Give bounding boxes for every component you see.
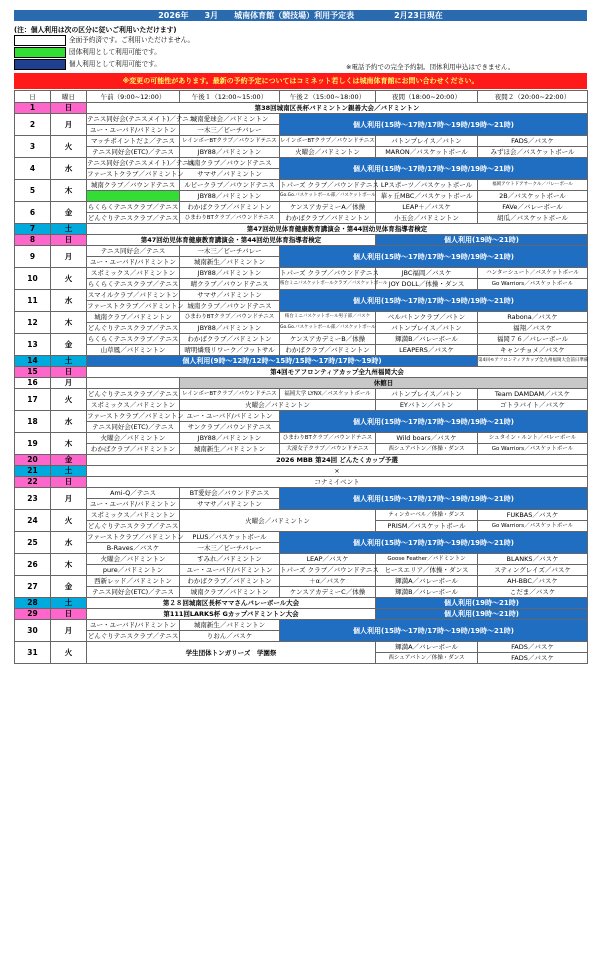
schedule-cell: ファーストクラブ／バドミントン xyxy=(87,533,184,541)
schedule-cell: FADS／バスケ xyxy=(478,136,588,147)
schedule-cell: 火曜会／バドミントン xyxy=(280,147,376,158)
schedule-cell: 金 xyxy=(51,202,87,224)
schedule-cell: 城南クラブ／バドミントン xyxy=(87,312,180,323)
schedule-cell: サンクラブ／バウンドテニス xyxy=(180,422,280,433)
schedule-cell: トパーズ クラブ／バウンドテニス xyxy=(280,566,379,574)
schedule-cell: LEAP／バスケ xyxy=(280,554,376,565)
schedule-cell: ユー・ユーバド/バドミントン xyxy=(87,125,180,136)
schedule-cell: 日 xyxy=(51,609,87,620)
table-row xyxy=(15,147,588,158)
table-row xyxy=(15,554,588,565)
schedule-cell: ベルバトンクラブ／バトン xyxy=(376,312,478,323)
schedule-cell: JBY88／バドミントン xyxy=(180,433,280,444)
schedule-cell: 晴明燐飛リワーク／フットサル xyxy=(180,345,280,356)
schedule-cell: みずほ会／バスケットボール xyxy=(478,147,588,158)
table-row xyxy=(15,488,588,499)
schedule-cell: 14 xyxy=(15,356,51,367)
schedule-cell: 個人利用(15時〜17時/17時〜19時/19時〜21時) xyxy=(280,620,588,642)
table-row xyxy=(15,510,588,521)
table-row xyxy=(15,565,588,576)
schedule-cell: 20 xyxy=(15,455,51,466)
schedule-cell: 火曜会／バドミントン xyxy=(180,510,376,532)
schedule-cell: ＋α／バスケ xyxy=(280,576,376,587)
schedule-cell: 月 xyxy=(51,114,87,136)
schedule-cell: 休館日 xyxy=(180,378,588,389)
schedule-cell: Go Warriors／バスケットボール xyxy=(478,444,588,455)
schedule-cell: 個人利用(19時〜21時) xyxy=(376,609,588,620)
schedule-cell: 火 xyxy=(51,389,87,411)
schedule-cell: 西新レッド／バドミントン xyxy=(87,576,180,587)
schedule-cell: 17 xyxy=(15,389,51,411)
schedule-cell: マッチポイントだよ／テニス xyxy=(87,136,180,147)
schedule-cell: 西シュアバトン／体操・ダンス xyxy=(376,653,478,664)
schedule-cell: 城南新生／バドミントン xyxy=(180,620,280,631)
schedule-cell: わかばクラブ／バドミントン xyxy=(280,345,376,356)
schedule-cell: どんぐりテニスクラブ／テニス xyxy=(87,632,179,640)
schedule-cell: バトンプレイス／バトン xyxy=(376,136,478,147)
schedule-cell: 6 xyxy=(15,202,51,224)
schedule-cell: 輝満B／バレーボール xyxy=(376,587,478,598)
schedule-cell: 金 xyxy=(51,334,87,356)
schedule-cell: 月 xyxy=(51,246,87,268)
schedule-cell: Go Warriors／バスケットボール xyxy=(478,279,588,290)
table-row xyxy=(15,191,588,202)
schedule-cell: 西シュアバトン／体操・ダンス xyxy=(376,444,478,455)
schedule-cell: JOY DOLL／体操・ダンス xyxy=(376,279,478,290)
schedule-cell: ユー・ユーバド/バドミントン xyxy=(180,411,280,422)
schedule-cell: Go.Go.バスケットボール部／バスケットボール xyxy=(280,191,376,202)
col-header-night: 夜間（18:00~20:00） xyxy=(376,91,478,103)
schedule-cell: スポミックス／バドミントン xyxy=(87,268,180,279)
schedule-cell: 第4回モアフロンティアカップ全九州福岡大会前日準備 xyxy=(478,356,588,367)
table-row xyxy=(15,158,588,169)
schedule-cell: 胡瓜／バスケットボール xyxy=(478,213,588,224)
schedule-cell: らくらくテニスクラブ／テニス xyxy=(87,203,179,211)
schedule-cell: 木 xyxy=(51,433,87,455)
table-row xyxy=(15,323,588,334)
schedule-cell: PLUS／バスケットボール xyxy=(180,532,280,543)
col-header-afternoon2: 午後２（15:00~18:00） xyxy=(280,91,376,103)
schedule-cell: 第38回城南区長杯バドミントン親善大会／バドミントン xyxy=(87,103,588,114)
schedule-cell: 城南クラブ／バウンドテニス xyxy=(180,301,280,312)
change-banner: ※変更の可能性があります。最新の予約予定についてはコミネット若しくは城南体育館にお問い合わせください。 xyxy=(14,73,587,89)
schedule-cell: BLANKS／バスケ xyxy=(478,554,588,565)
schedule-cell: キャンチョメ／バスケ xyxy=(478,345,588,356)
schedule-cell: 個人利用(15時〜17時/17時〜19時/19時〜21時) xyxy=(280,532,588,554)
table-row xyxy=(15,345,588,356)
schedule-cell: バトンプレイス／バトン xyxy=(376,323,478,334)
schedule-cell: ユー・ユーバド/バドミントン xyxy=(180,565,280,576)
schedule-cell: 一木三／ビーチバレー xyxy=(180,246,280,257)
schedule-cell: スマイルクラブ／バドミントン xyxy=(87,291,179,299)
schedule-cell: 29 xyxy=(15,609,51,620)
schedule-cell: LEAP＋／バスケ xyxy=(376,202,478,213)
schedule-cell: 火 xyxy=(51,642,87,664)
schedule-cell: JBY88／バドミントン xyxy=(180,268,280,279)
schedule-cell: 個人利用(15時〜17時/17時〜19時/19時〜21時) xyxy=(280,158,588,180)
legend-swatch-green xyxy=(14,47,66,58)
schedule-cell: 5 xyxy=(15,180,51,202)
schedule-cell: 第4回モアフロンティアカップ全九州福岡大会 xyxy=(87,367,588,378)
schedule-cell: pure／バドミントン xyxy=(87,565,180,576)
col-header-afternoon1: 午後１（12:00~15:00） xyxy=(180,91,280,103)
table-row xyxy=(15,114,588,125)
schedule-cell: 月 xyxy=(51,488,87,510)
schedule-cell: 個人利用(15時〜17時/17時〜19時/19時〜21時) xyxy=(280,114,588,136)
schedule-cell: JBY88／バドミントン xyxy=(180,147,280,158)
schedule-cell: 個人利用(15時〜17時/17時〜19時/19時〜21時) xyxy=(280,290,588,312)
schedule-cell: わかばクラブ／バドミントン xyxy=(280,213,376,224)
schedule-cell: シュタイン・ルント／バレーボール xyxy=(478,433,588,444)
schedule-cell: 木 xyxy=(51,180,87,202)
schedule-cell: 山草鳳／バドミントン xyxy=(87,345,180,356)
schedule-cell: テニス同好会(ETC)／テニス xyxy=(87,147,180,158)
schedule-cell: サマサ／バドミントン xyxy=(180,169,280,180)
schedule-cell: 桜台ミニバスケットボールクラブ／バスケットボール xyxy=(280,279,376,290)
col-header-day: 日 xyxy=(15,91,51,103)
schedule-cell: 城南愛球会／バドミントン xyxy=(180,114,280,125)
schedule-cell: 土 xyxy=(51,224,87,235)
schedule-cell: ケンスアカデミーA／体操 xyxy=(280,202,376,213)
schedule-cell: JBC福岡／バスケ xyxy=(376,268,478,279)
schedule-cell: コナミイベント xyxy=(87,477,588,488)
schedule-cell: ユー・ユーバド/バドミントン xyxy=(87,499,180,510)
schedule-cell: 第２８回城南区長杯ママさんバレーボール大会 xyxy=(87,598,376,609)
table-row xyxy=(15,268,588,279)
col-header-morning: 午前（9:00~12:00） xyxy=(87,91,180,103)
schedule-cell: 火 xyxy=(51,136,87,158)
schedule-cell: 24 xyxy=(15,510,51,532)
schedule-cell: ゴトラバイト／バスケ xyxy=(478,400,588,411)
schedule-cell: テニス同好会(テニスメイト)／テニス xyxy=(87,159,196,167)
schedule-cell: 個人利用(15時〜17時/17時〜19時/19時〜21時) xyxy=(280,411,588,433)
schedule-cell: 個人利用(19時〜21時) xyxy=(376,235,588,246)
schedule-cell: レインボーBTクラブ／バウンドテニス xyxy=(180,136,280,147)
schedule-cell: ファーストクラブ／バドミントン xyxy=(87,170,184,178)
schedule-cell: 日 xyxy=(51,103,87,114)
schedule-cell: 31 xyxy=(15,642,51,664)
schedule-cell: BT愛好会／バウンドテニス xyxy=(180,488,280,499)
schedule-cell: ユー・ユーバド/バドミントン xyxy=(87,257,180,268)
schedule-cell: こだま／バスケ xyxy=(478,587,588,598)
schedule-cell: Go.Go.バスケットボール部／バスケットボール xyxy=(280,323,376,334)
schedule-cell: 13 xyxy=(15,334,51,356)
schedule-cell: わかばクラブ／バドミントン xyxy=(87,444,180,455)
schedule-cell: りおん／バスケ xyxy=(180,631,280,642)
schedule-cell: 晴クラブ／バウンドテニス xyxy=(180,279,280,290)
schedule-cell: ケンスアカデミーB／体操 xyxy=(280,334,376,345)
schedule-cell: 19 xyxy=(15,433,51,455)
page-title: 2026年 3月 城南体育館（競技場）利用予定表 2月23日現在 xyxy=(14,10,587,21)
schedule-cell: どんぐりテニスクラブ／テニス xyxy=(87,214,179,222)
schedule-cell: 水 xyxy=(51,158,87,180)
schedule-cell: 学生団体トンガリーズ 学園祭 xyxy=(87,642,376,664)
col-header-night2: 夜間２（20:00~22:00） xyxy=(478,91,588,103)
schedule-cell: B-Raves／バスケ xyxy=(87,543,180,554)
schedule-cell: 水 xyxy=(51,290,87,312)
schedule-cell: トパーズ クラブ／バウンドテニス xyxy=(280,181,379,189)
schedule-cell: すみれ／バドミントン xyxy=(180,554,280,565)
legend-individual xyxy=(14,59,314,69)
schedule-cell: テニス同好会／テニス xyxy=(87,246,180,257)
schedule-cell: テニス同好会(テニスメイト)／テニス xyxy=(87,115,196,123)
schedule-cell: 輝満A／バレーボール xyxy=(376,642,478,653)
schedule-cell: ユー・ユーバド/バドミントン xyxy=(87,620,180,631)
schedule-cell: 木 xyxy=(51,312,87,334)
schedule-cell: 個人利用(15時〜17時/17時〜19時/19時〜21時) xyxy=(280,488,588,510)
schedule-cell: 26 xyxy=(15,554,51,576)
schedule-cell: らくらくテニスクラブ／テニス xyxy=(87,335,179,343)
schedule-cell: 11 xyxy=(15,290,51,312)
schedule-cell: FADS／バスケ xyxy=(478,642,588,653)
schedule-cell: 土 xyxy=(51,466,87,477)
schedule-cell: 21 xyxy=(15,466,51,477)
schedule-cell: 福岡大学 LYNX／バスケットボール xyxy=(280,389,376,400)
schedule-cell: 大濠女子クラブ／バウンドテニス xyxy=(280,444,376,455)
schedule-cell: 城南新生／バドミントン xyxy=(180,257,280,268)
table-row xyxy=(15,136,588,147)
schedule-cell: 小玉会／バドミントン xyxy=(376,213,478,224)
schedule-cell: らくらくテニスクラブ／テニス xyxy=(87,280,179,288)
schedule-cell: 福岡７６／バレーボール xyxy=(478,334,588,345)
schedule-cell: LPスポーツ／バスケットボール xyxy=(376,180,478,191)
col-header-weekday: 曜日 xyxy=(51,91,87,103)
schedule-cell: 27 xyxy=(15,576,51,598)
schedule-cell: 22 xyxy=(15,477,51,488)
schedule-cell: 土 xyxy=(51,598,87,609)
schedule-cell: 日 xyxy=(51,477,87,488)
schedule-cell: Ami-Q／テニス xyxy=(87,488,180,499)
schedule-cell: EYバトン／バトン xyxy=(376,400,478,411)
schedule-cell: MARON／バスケットボール xyxy=(376,147,478,158)
schedule-cell: Wild boars／バスケ xyxy=(376,433,478,444)
schedule-cell: バトンプレイス／バトン xyxy=(376,389,478,400)
schedule-cell: 城南クラブ／バウンドテニス xyxy=(180,158,280,169)
schedule-cell: ファーストクラブ／バドミントン xyxy=(87,302,184,310)
schedule-cell: ルピークラブ／バウンドテニス xyxy=(180,180,280,191)
schedule-cell: 輝満A／バレーボール xyxy=(376,576,478,587)
table-row xyxy=(15,180,588,191)
schedule-cell: 土 xyxy=(51,356,87,367)
schedule-cell: ファーストクラブ／バドミントン xyxy=(87,412,184,420)
table-row xyxy=(15,400,588,411)
legend-swatch-blue xyxy=(14,59,66,70)
schedule-cell: 火曜会／バドミントン xyxy=(87,554,180,565)
table-row xyxy=(15,213,588,224)
schedule-cell: FUKBAS／バスケ xyxy=(478,510,588,521)
reservation-note: ※電話予約での完全予約制。団体利用申込はできません。 xyxy=(346,63,515,71)
schedule-cell: 一木三／ビーチバレー xyxy=(180,125,280,136)
schedule-cell: 第111回LARKS杯 Gカップバドミントン大会 xyxy=(87,609,376,620)
schedule-cell: 水 xyxy=(51,532,87,554)
schedule-cell: 木 xyxy=(51,554,87,576)
schedule-cell: 月 xyxy=(51,620,87,642)
schedule-cell: ケンスアカデミーC／体操 xyxy=(280,587,376,598)
table-row xyxy=(15,389,588,400)
schedule-cell: 12 xyxy=(15,312,51,334)
schedule-cell: ひまわりBTクラブ／バウンドテニス xyxy=(180,213,280,224)
schedule-cell: わかばクラブ／バドミントン xyxy=(180,334,280,345)
schedule-cell: 個人利用(19時〜21時) xyxy=(376,598,588,609)
schedule-cell xyxy=(87,191,180,202)
schedule-cell: LEAPERS／バスケ xyxy=(376,345,478,356)
schedule-cell: どんぐりテニスクラブ／テニス xyxy=(87,390,179,398)
schedule-cell: PRISM／バスケットボール xyxy=(376,521,478,532)
schedule-cell: 一木三／ビーチバレー xyxy=(180,543,280,554)
table-row xyxy=(15,202,588,213)
schedule-cell: Team DAMDAM／バスケ xyxy=(478,389,588,400)
table-row xyxy=(15,642,588,653)
schedule-cell: × xyxy=(87,466,588,477)
schedule-cell: 28 xyxy=(15,598,51,609)
schedule-cell: わかばクラブ／バドミントン xyxy=(180,576,280,587)
schedule-cell: ヒースエリア／体操・ダンス xyxy=(376,565,478,576)
schedule-cell: スポミックス／バドミントン xyxy=(87,400,180,411)
schedule-cell: 輝満B／バレーボール xyxy=(376,334,478,345)
schedule-cell: 火曜会／バドミントン xyxy=(180,400,376,411)
schedule-cell: 金 xyxy=(51,455,87,466)
table-row xyxy=(15,620,588,631)
table-row xyxy=(15,444,588,455)
schedule-cell: サマサ／バドミントン xyxy=(180,499,280,510)
schedule-cell: スティングレイズ／バスケ xyxy=(478,565,588,576)
schedule-cell: 城南クラブ／バウンドテニス xyxy=(87,180,180,191)
schedule-cell: 個人利用(9時〜12時/12時〜15時/15時〜17時/17時〜19時) xyxy=(87,356,478,367)
legend-group xyxy=(14,47,314,57)
header-row xyxy=(15,91,588,103)
schedule-cell: ひまわりBTクラブ／バウンドテニス xyxy=(180,312,280,323)
schedule-table xyxy=(14,90,588,664)
legend-text-individual: 個人利用として利用可能です。 xyxy=(69,60,161,68)
table-row xyxy=(15,334,588,345)
table-row xyxy=(15,587,588,598)
schedule-cell: 水 xyxy=(51,411,87,433)
schedule-cell: Rabona／バスケ xyxy=(478,312,588,323)
legend-swatch-white xyxy=(14,35,66,46)
schedule-cell xyxy=(87,378,180,389)
table-row xyxy=(15,290,588,301)
schedule-cell: わかばクラブ／バドミントン xyxy=(180,202,280,213)
schedule-cell: Go Warriors／バスケットボール xyxy=(478,521,588,532)
schedule-cell: 第47回幼児体育健康教育講演会・第44回幼児体育指導者検定 xyxy=(87,224,588,235)
schedule-cell: JBY88／バドミントン xyxy=(180,323,280,334)
usage-note: (注：個人利用は次の区分に従いご利用いただけます) xyxy=(14,26,177,34)
schedule-cell: 30 xyxy=(15,620,51,642)
schedule-cell: 8 xyxy=(15,235,51,246)
schedule-cell: 日 xyxy=(51,367,87,378)
schedule-cell: 華ヶ丘MBC／バスケットボール xyxy=(376,191,478,202)
schedule-cell: 23 xyxy=(15,488,51,510)
schedule-cell: 25 xyxy=(15,532,51,554)
schedule-cell: テニス同好会(ETC)／テニス xyxy=(87,422,180,433)
schedule-cell: 3 xyxy=(15,136,51,158)
schedule-cell: 福翔／バスケ xyxy=(478,323,588,334)
schedule-cell: 火 xyxy=(51,268,87,290)
schedule-cell: 第47回幼児体育健康教育講演会・第44回幼児体育指導者検定 xyxy=(87,235,376,246)
table-row xyxy=(15,433,588,444)
schedule-cell: 15 xyxy=(15,367,51,378)
schedule-cell: AH-BBC／バスケ xyxy=(478,576,588,587)
schedule-cell: サマサ／バドミントン xyxy=(180,290,280,301)
table-row xyxy=(15,246,588,257)
table-row xyxy=(15,576,588,587)
table-row xyxy=(15,312,588,323)
schedule-cell: スポミックス／バドミントン xyxy=(87,510,180,521)
schedule-cell: 日 xyxy=(51,235,87,246)
schedule-cell: FADS／バスケ xyxy=(478,653,588,664)
schedule-cell: 9 xyxy=(15,246,51,268)
schedule-cell: 18 xyxy=(15,411,51,433)
table-row xyxy=(15,279,588,290)
schedule-cell: 4 xyxy=(15,158,51,180)
legend-full xyxy=(14,35,314,45)
schedule-cell: 火曜会／バドミントン xyxy=(87,433,180,444)
schedule-cell: 10 xyxy=(15,268,51,290)
schedule-cell: 月 xyxy=(51,378,87,389)
schedule-cell: レインボーBTクラブ／バウンドテニス xyxy=(280,136,376,147)
schedule-cell: どんぐりテニスクラブ／テニス xyxy=(87,324,179,332)
schedule-cell: 7 xyxy=(15,224,51,235)
schedule-cell: どんぐりテニスクラブ／テニス xyxy=(87,522,179,530)
schedule-cell: 1 xyxy=(15,103,51,114)
schedule-cell: JBY88／バドミントン xyxy=(180,191,280,202)
schedule-cell: 金 xyxy=(51,576,87,598)
schedule-cell: 16 xyxy=(15,378,51,389)
schedule-cell: 火 xyxy=(51,510,87,532)
schedule-cell: 福岡アウトドアサークル／バレーボール xyxy=(478,180,588,191)
schedule-cell: ティンカーベル／体操・ダンス xyxy=(376,510,478,521)
schedule-cell: トパーズ クラブ／バウンドテニス xyxy=(280,269,379,277)
legend-text-full: 全面予約済です。ご利用いただけません。 xyxy=(69,36,195,44)
schedule-cell: ハンターシュート／バスケットボール xyxy=(478,268,588,279)
schedule-cell: レインボーBTクラブ／バウンドテニス xyxy=(180,389,280,400)
schedule-cell: 2 xyxy=(15,114,51,136)
schedule-cell: テニス同好会(ETC)／テニス xyxy=(87,587,180,598)
schedule-cell: ひまわりBTクラブ／バウンドテニス xyxy=(280,433,376,444)
schedule-cell: 個人利用(15時〜17時/17時〜19時/19時〜21時) xyxy=(280,246,588,268)
schedule-cell: 2B／バスケットボール xyxy=(478,191,588,202)
legend-text-group: 団体利用として利用可能です。 xyxy=(69,48,161,56)
schedule-cell: 城南クラブ／バドミントン xyxy=(180,587,280,598)
schedule-cell: 桜台ミニバスケットボール男子部／バスケ xyxy=(280,312,376,323)
schedule-cell: 城南新生／バドミントン xyxy=(180,444,280,455)
schedule-cell: FAVe／バレーボール xyxy=(478,202,588,213)
schedule-cell: 2026 MBB 第24回 どんたくカップ予選 xyxy=(87,455,588,466)
table-row xyxy=(15,532,588,543)
table-row xyxy=(15,411,588,422)
schedule-cell: Goose Feather／バドミントン xyxy=(376,554,478,565)
